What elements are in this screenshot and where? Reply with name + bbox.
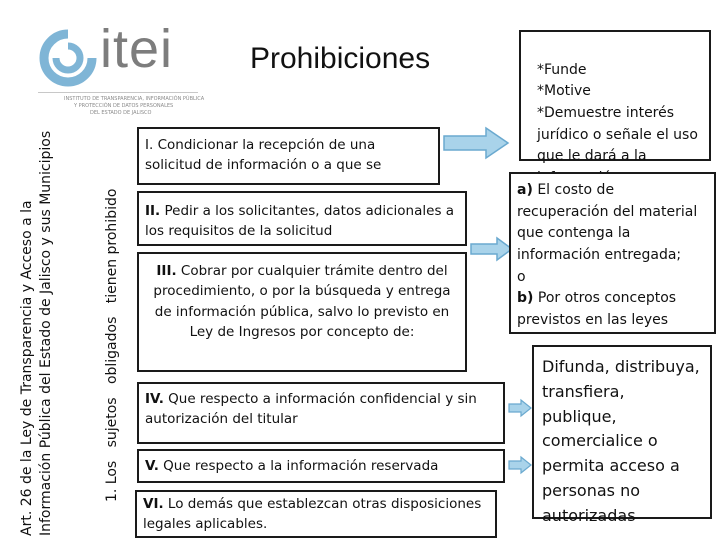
- prohibited-acts-text: Difunda, distribuya, transfiera, publique, comercialice o permita acceso a personas no autorizadas: [542, 357, 700, 525]
- item-vi-number: VI.: [143, 496, 164, 512]
- item-box-iv: [137, 382, 505, 444]
- item-i-text: Condicionar la recepción de una solicitud de información o a que se: [145, 137, 382, 174]
- cost-option-a-text: El costo de recuperación del material que contenga la información entregada;: [517, 182, 698, 264]
- itei-logo-word: itei: [100, 19, 174, 79]
- cost-option-b-text: Por otros conceptos previstos en las leyes: [517, 290, 677, 329]
- side-inner-label: 1. Los sujetos obligados tienen prohibido: [104, 188, 120, 502]
- item-iv-text: Que respecto a información confidencial y sin autorización del titular: [145, 391, 477, 428]
- itei-logo-line3: DEL ESTADO DE JALISCO: [90, 110, 152, 116]
- cost-option-a-label: a): [517, 182, 533, 198]
- requirements-text: *Funde *Motive *Demuestre interés jurídico o señale el uso que le dará a la: [537, 61, 698, 165]
- requirements-box: [519, 30, 711, 165]
- itei-logo: [38, 19, 205, 118]
- item-box-iii: [137, 252, 467, 372]
- item-v-text: Que respecto a la información reservada: [163, 458, 439, 474]
- item-box-v: [137, 449, 505, 483]
- item-iii-text: Cobrar por cualquier trámite dentro del procedimiento, o por la búsqueda y entrega de información pública, salvo lo previsto en Ley de Ingresos por concepto de:: [153, 263, 451, 340]
- itei-logo-mark: [38, 28, 98, 88]
- item-box-vi: [135, 490, 497, 538]
- cost-or-connector: o: [517, 268, 526, 285]
- itei-logo-line2: Y PROTECCIÓN DE DATOS PERSONALES: [74, 103, 174, 109]
- item-ii-number: II.: [145, 203, 161, 219]
- side-outer-label-line1: Art. 26 de la Ley de Transparencia y Acceso a la: [19, 200, 35, 536]
- item-vi-text: Lo demás que establezcan otras disposiciones legales aplicables.: [143, 496, 482, 533]
- item-ii-text: Pedir a los solicitantes, datos adicionales a los requisitos de la solicitud: [145, 203, 455, 240]
- item-iii-number: III.: [156, 263, 177, 279]
- item-box-i: [137, 127, 440, 185]
- arrow-iv-to-prohibited-acts: [507, 398, 533, 418]
- prohibited-acts-box: [532, 345, 712, 525]
- page-title: Prohibiciones: [250, 42, 431, 75]
- side-outer-label: [18, 131, 56, 536]
- item-v-number: V.: [145, 458, 159, 474]
- cost-option-b-label: b): [517, 290, 534, 307]
- item-box-ii: [137, 191, 467, 246]
- item-i-number: I.: [145, 137, 154, 153]
- costs-box: [509, 172, 716, 334]
- arrow-i-to-requirements: [442, 126, 512, 160]
- itei-logo-line1: INSTITUTO DE TRANSPARENCIA, INFORMACIÓN PÚBLICA: [64, 96, 205, 102]
- arrow-v-to-prohibited-acts: [507, 455, 533, 475]
- item-iv-number: IV.: [145, 391, 164, 407]
- logo-rule: [38, 92, 198, 93]
- side-outer-label-line2: Información Pública del Estado de Jalisco y sus Municipios: [38, 130, 54, 536]
